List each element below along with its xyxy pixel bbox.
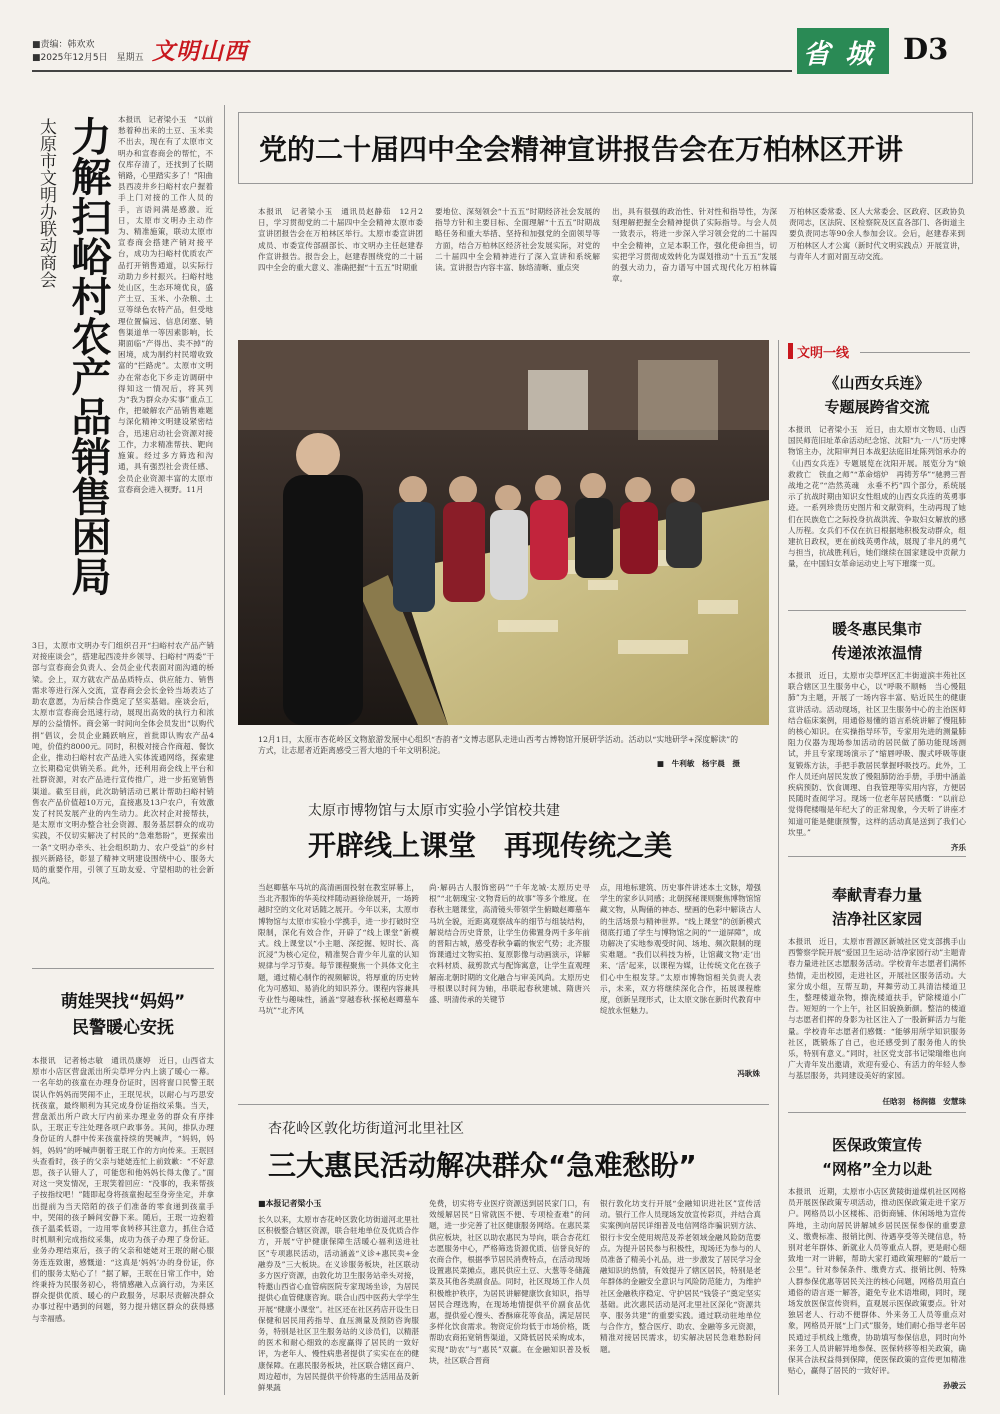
left-wide-body: 3日，太原市文明办专门组织召开“扫峪村农产品产销对接座谈会”，搭建起西凌井乡领导、扫峪村“两委”干部与宣春商会负责人、会员企业代表面对面沟通的桥梁。会上，双方就农产品品质特点、供应能力、销售需求等进行深入交流，宣春商会会长金铃当场表达了助农意愿，为后续合作奠定了坚实基础。座谈会后，太原市宣春商会迅速行动，展现出高效的执行力和浓厚的公益情怀。商会第一时间向全体会员发出“以购代捐”倡议，会员企业踊跃响应，首批即认购农产品4吨，价值约8000元。同时，积极对接合作商超、餐饮企业，推动扫峪村农产品进入实体流通网络，探索建立长期稳定供销关系。此外，还利用商会线上平台和社群资源，对农产品进行宣传推广，进一步拓宽销售渠道。截至目前，此次助销活动已累计帮助扫峪村销售农产品价值超10万元，直接惠及13户农户，有效激发了村民发展产业的内生动力。此次村企对接帮扶，是太原市文明办整合社会资源、服务基层群众的成功实践，不仅切实解决了村民的“急难愁盼”，更探索出一条“文明办牵头、社会组织助力、农户受益”的乡村振兴新路径，彰显了精神文明建设围绕中心、服务大局的重要作用，引领了互助友爱、守望相助的社会新风尚。 — [32, 641, 214, 886]
page-number: D3 — [903, 32, 949, 66]
story2-body: 本报讯 记者杨志敏 通讯员康婷 近日，山西省太原市小店区营盘派出所尖草坪分内上演了暖心一幕。一名年幼的孩童在办理身份证时，因将窗口民警王珉误认作妈妈而哭闹不止，王珉见状，以耐心与巧思安抚孩童，最终顺利为其完成身份证指纹采集。当天，营盘派出所户政大厅内前来办理业务的群众有序排队，王珉正专注处理各项户政事务。其间，排队办理身份证的人群中传来孩童持续的哭喊声，“妈妈，妈妈，妈妈”的呼喊声朝着王珉工作的方向传来。王珉回头查看时，孩子的父亲与姥姥连忙上前致歉：“不好意思，孩子认错人了，可能您和他妈妈长得太像了。”面对这一突发情况，王珉笑着回应：“没事的，我来帮孩子按指纹吧！”随即起身将孩童抱起至身旁坐定，并拿出提前为当天陪陌的孩子们准备的零食递到孩童手中，哭闹的孩子瞬间安静下来。随后，王珉一边抱着孩子温柔低语，一边用零食转移其注意力，抓住合适时机顺利完成指纹采集，成功为孩子办理了身份证。业务办理结束后，孩子的父亲和姥姥对王珉的耐心服务连连致谢，感慨道：“这真是‘妈妈’办的身份证，你们的服务太贴心了！”据了解，王珉在日常工作中，始终秉持为民服务初心，将情感融入点滴行动，为来区群众提供优质、暖心的户政服务，尽职尽责解决群众办事过程中遇到的问题，努力提升辖区群众的获得感与幸福感。 — [32, 1056, 214, 1323]
market-col-2: 免费，切实将专业医疗资源送到居民家门口，有效缓解居民“日常就医不便、专项检查难”的问题，进一步完善了社区健康服务网络。在惠民菜供应板块，社区以助农惠民为导向，联合杏花红志愿服务中心，严格筛选货源优质、信誉良好的农商合作，根据季节居民消费特点，在活动现场设置惠民菜摊点，惠民供应土豆、大葱等冬储蔬菜及其他各类副食品。同时，社区现场工作人员积极维护秩序，为居民讲解健康饮食知识，指导居民合理选购，在现场地情提供平价副食品优惠，提供爱心馒头、香酥麻花等食品，满足居民多样化饮食需求。物资定价均低于市场价格，既帮助农商拓宽销售渠道，又降低居民采购成本，实现“助农”与“惠民”双赢。在金融知识普及板块，社区联合晋商 — [429, 1199, 590, 1365]
civ-divider-3 — [788, 1112, 966, 1113]
column-flag — [797, 28, 889, 74]
museum-photo — [238, 340, 769, 725]
civ-divider-1 — [788, 610, 966, 611]
civ-s4-title-b: “网格”全力以赴 — [822, 1160, 932, 1178]
civ-s1-title-a: 《山西女兵连》 — [824, 374, 930, 392]
photo-caption: 12月1日，太原市杏花岭区文物旅游发展中心组织“杏韵者”文博志愿队走进山西考古博物馆开展研学活动。活动以“实地研学+深度解读”的方式，让志愿者近距离感受三晋大地的千年文明积淀。 — [258, 735, 738, 756]
lead-title: 党的二十届四中全会精神宣讲报告会在万柏林区开讲 — [259, 133, 904, 166]
museum-photo-illustration — [238, 340, 769, 725]
civ-divider-2 — [788, 856, 966, 857]
civ-s3-title-b: 洁净社区家园 — [831, 910, 922, 928]
civ-s1-body: 本报讯 记者梁小玉 近日，由太原市文物局、山西国民师范旧址革命活动纪念馆、沈阳“九·一八”历史博物馆主办，沈阳审判日本战犯法庭旧址陈列馆承办的《山西女兵连》专题展览在沈阳开展。展览分为“娘救救亡 铁血之师”“革命熔炉 再铸芳华”“驰骋三晋 战地之花”“浩然英魂 永垂不朽”四个部分，系统展示了抗战时期由知识女性组成的山西女兵连的英勇事迹。一系列珍贵历史图片和文献资料，生动再现了她们在民族危亡之际投身抗战洪流、争取妇女解放的感人历程。女兵们不仅在抗日根据地积极发动群众，组建抗日政权，更在前线英勇作战，展现了非凡的勇气与担当，抗战胜利后，她们继续在国家建设中贡献力量，在中国妇女革命运动史上写下璀璨一页。 — [788, 425, 974, 569]
lead-col-1: 本报讯 记者梁小玉 通讯员赵静茹 12月2日，学习贯彻党的二十届四中全会精神太原市委宣讲团报告会在万柏林区举行。太原市委宣讲团成员、市委宣传部副部长、市文明办主任赵建春作宣讲报告。报告会上，赵建春围绕党的二十届四中全会的重大意义、准确把握“十五五”时期重 — [258, 207, 423, 273]
civ-s3-body: 本报讯 近日，太原市晋源区新城社区党支部携手山西警察学院开展“爱国卫生运动·洁净家园行动”主题青春力量进社区志愿服务活动。学校青年志愿者们满怀热情，走出校园，走进社区，开展社区服务活动。大家分成小组，互帮互助，拜舞劳动工具清洁楼道卫生，整理楼道杂物，擦洗楼道扶手，铲除楼道小广告。短短的一个上午，社区旧貌换新颜。整洁的楼道与志愿者们挥的身影为社区注入了一股新鲜活力与能量。学校青年志愿者们感慨：“能够用所学知识服务社区，既锻炼了自己，也还感受到了服务他人的快乐，特别有意义。”同时，社区党支部书记梁瑞维也向广大青年发出邀请，欢迎有爱心、有活力的年轻人参与基层服务，共同建设美好的家园。 — [788, 937, 966, 1081]
header-rule — [32, 70, 792, 72]
left-narrow-body: 本报讯 记者梁小玉 “以前愁着种出来的土豆、玉米卖不出去，现在有了太原市文明办和宣春商会的帮忙，不仅库存清了，还找到了长期销路，心里踏实多了！”阳曲县西凌井乡扫峪村农户握着手上门对接的工作人员的手，言语间满是感激。近日，太原市文明办主动作为、精准施策，联动太原市宣春商会搭建产销对接平台，成功为扫峪村优质农产品打开销售通道，以实际行动助力乡村振兴。扫峪村地处山区，生态环境优良，盛产土豆、玉米、小杂粮、土豆等绿色农特产品，但受地理位置偏远、信息闭塞、销售渠道单一等因素影响，长期面临“产得出、卖不掉”的困境，成为制约村民增收致富的“拦路虎”。太原市文明办在常态化下乡走访调研中得知这一情况后，将其列为“我为群众办实事”重点工作，把破解农产品销售难题与深化精神文明建设紧密结合，迅速启动社会资源对接工作，力求精准帮扶、靶向施策。经过多方筛选和沟通，具有强烈社会责任感、会员企业资源丰富的太原市宣春商会进入视野。11月 — [118, 115, 214, 494]
market-kicker: 杏花岭区敦化坊街道河北里社区 — [268, 1121, 464, 1137]
lead-title-box — [238, 112, 973, 184]
left-column-rule — [224, 105, 225, 1395]
civ-s1-title-b: 专题展跨省交流 — [824, 398, 930, 416]
civ-s2-body: 本报讯 近日，太原市尖草坪区汇丰街道滨丰苑社区联合辖区卫生服务中心，以“呼吸不顺畅 当心慢阻肺”为主题，开展了一场内容丰富、贴近民生的健康宣讲活动。活动现场，社区卫生服务中心的主治医师结合临床案例，用通俗易懂的语言系统讲解了慢阻肺的核心知识。在实操指导环节，专家用先进的测量肺阻力仪器为现场参加活动的居民做了肺功能现场测试，并且专家现场演示了“缩唇呼吸、腹式呼吸等康复锻炼方法，手把手教居民掌握呼吸技巧。此外，工作人员还向居民发放了慢阻肺防治手册，手册中涵盖疾病预防、饮食调理、自我管理等实用内容，方便居民随时查阅学习。现场一位老年居民感慨：“以前总觉得爬楼喘是年纪大了的正常现象，今天听了讲座才知道可能是健康预警，这样的活动真是送到了我们心坎里。” — [788, 671, 966, 837]
lead-col-3: 出，具有很强的政治性、针对性和指导性，为深刻理解把握全会精神提供了实际指导。与会人员一致表示，将进一步深入学习领会党的二十届四中全会精神，立足本职工作，强化使命担当，切实把学习贯彻成效转化为谋划推动“十五五”发展的强大动力，奋力谱写中国式现代化万柏林篇章。 — [612, 207, 777, 284]
civ-s3-title-a: 奉献青春力量 — [831, 886, 922, 904]
civ-s4-credit: 孙骏云 — [943, 1381, 966, 1390]
lead-col-2: 要地位、深刻领会“十五五”时期经济社会发展的指导方针和主要目标、全面理解“十五五”时期战略任务和重大举措、坚持和加强党的全面领导等方面，结合万柏林区经济社会发展实际，对党的二十届四中全会精神进行了深入宣讲和系统解读。宣讲报告内容丰富、脉络清晰、重点突 — [435, 207, 600, 273]
story2-title-a: 萌娃哭找“妈妈” — [60, 992, 186, 1012]
editor-line: ■责编：韩欢欢 — [32, 40, 95, 50]
museum-col-3: 点，用地标建筑、历史事件讲述本土文脉，增强学生的家乡认同感；北朝探秘课则聚焦博物馆馆藏文物，从陶俑的神态、壁画的色彩中解读古人的生活场景与精神世界。“线上课堂”的创新模式彻底打通了学生与博物馆之间的“一道屏障”，成功解决了实地参观受时间、场地、频次限制的现实难题。“我们以科技为桥，让馆藏文物‘走’出来、‘活’起来，以课程为媒，让传统文化在孩子们心中生根发芽。”太原市博物馆相关负责人表示，未来，双方将继续深化合作，拓展课程维度，创新呈现形式，让太原文脉在新时代教育中绽放永恒魅力。 — [600, 883, 761, 1016]
section-name: 文明山西 — [152, 38, 248, 65]
civ-s4-title-a: 医保政策宣传 — [831, 1136, 922, 1154]
civ-s2-title-a: 暖冬惠民集市 — [831, 620, 922, 638]
market-col-1: 长久以来，太原市杏花岭区敦化坊街道河北里社区积极整合辖区资源，联合驻地单位及优质合作方，开展“守护健康保障生活暖心福利送进社区”专项惠民活动，活动涵盖“义诊+惠民卖+金融券及”三大板块。在义诊服务板块，社区联动多方医疗资源，由敦化坊卫生服务站牵头对接，特邀山西省心血管病医院专家现场坐诊，为居民提供心血管健康咨询。联合山西中医药大学学生开展“健康小课堂”。社区还在社区药店开设生日保健和居民用药指导、血压测量及预防咨询服务，特别是社区卫生服务站的义诊员们，以精湛的医术和耐心细致的态度赢得了居民的一致好评，为老年人、慢性病患者提供了实实在在的健康保障。在惠民服务板块，社区联合辖区商户、周边超市，为居民提供平价特惠的生活用品及新鲜果蔬 — [258, 1215, 419, 1393]
market-col-3: 银行敦化坊支行开展“金融知识进社区”宣传活动。银行工作人员现场发放宣传彩页，并结合真实案例向居民详细普及电信网络诈骗识别方法、银行卡安全使用规范及养老领域金融风险防范要点。为提升居民参与积极性，现场还为参与的人员准备了精美小礼品，进一步激发了居民学习金融知识的热情，有效提升了辖区居民，特别是老年群体的金融安全意识与风险防范能力，为维护社区金融秩序稳定、守护居民“钱袋子”奠定坚实基础。此次惠民活动是河北里社区深化“资源共享、服务共建”的重要实践。通过联动驻地单位与合作方，整合医疗、助农、金融等多元资源，精准对接居民需求，切实解决居民急难愁盼问题。 — [600, 1199, 761, 1354]
civ-s2-title-b: 传递浓浓温情 — [831, 644, 922, 662]
column-flag-a: 省 — [803, 39, 830, 70]
lead-col-4: 万柏林区委常委、区人大常委会、区政府、区政协负责同志，区法院、区检察院及区直各部门、各街道主要负责同志等90余人参加会议。会后，赵建春来到万柏林区人才公寓（新时代文明实践点）开展宣讲，与青年人才面对面互动交流。 — [789, 207, 965, 261]
civ-label: 文明一线 — [797, 346, 850, 361]
civ-label-rule — [860, 352, 970, 353]
left-title: 力解扫峪村农产品销售困局 — [65, 116, 111, 596]
story2-title-b: 民警暖心安抚 — [72, 1018, 174, 1038]
civ-s4-body: 本报讯 近期，太原市小店区黄陵街道煤机社区网格员开展医保政策专项活动，推动医保政策走进千家万户。网格员以小区楼栋、沿街商铺、休闲场地为宣传阵地，主动向居民讲解城乡居民医保参保的重要意义、缴费标准、报销比例、待遇享受等关键信息，特别对老年群体、新就业人员等重点人群，更是耐心细致地一对一讲解，帮助大家打通政策理解的“最后一公里”。针对参保条件、缴费方式、报销比例、特殊人群参保优惠等居民关注的核心问题，网格员用直白通俗的语言逐一解答，避免专业术语堆砌，同时，现场发放医保宣传资料，直观展示医保政策要点。针对独居老人、行动不便群体、外来务工人员等重点对象，网格员开展“上门式”服务，她们耐心指导老年居民通过手机线上缴费，协助填写参保信息，同时向外来务工人员讲解异地参保、医保转移等相关政策，确保其合法权益得到保障，使医保政策的宣传更加精准贴心，赢得了居民的一致好评。 — [788, 1187, 966, 1376]
column-flag-b: 城 — [845, 39, 872, 70]
civ-s2-credit: 齐乐 — [950, 843, 966, 852]
market-byline: ■本报记者梁小玉 — [258, 1199, 322, 1208]
left-divider — [32, 968, 214, 969]
right-column-rule — [778, 340, 779, 1395]
museum-divider — [238, 1104, 769, 1105]
left-kicker: 太原市文明办联动商会 — [36, 118, 56, 288]
museum-kicker: 太原市博物馆与太原市实验小学馆校共建 — [308, 803, 560, 819]
photo-credit: ■ 牛利敏 杨宇晨 摄 — [656, 759, 740, 768]
museum-credit: 冯耿姝 — [737, 1069, 760, 1078]
civ-label-bar — [788, 343, 793, 359]
civ-s3-credit: 任晗羽 杨润德 安慧珠 — [882, 1097, 966, 1106]
museum-col-1: 当赵卿墓车马坑的高清画面投射在教室屏幕上，当北齐服饰的华美纹样随动画徐徐展开，一场跨越时空的文化对话随之展开。今年以来，太原市博物馆与太原市实验小学携手，进一步打破时空限制，深化有效合作，开辟了“线上课堂”新模式。线上课堂以“小主题、深挖掘、短时长、高沉浸”为核心定位，精准契合青少年儿童的认知规律与学习节奏。每节课程聚焦一个具体文化主题，通过精心制作的视频解说，将厚重的历史转化为可感知、易消化的知识养分。课程内容兼具专业性与趣味性，涵盖“穿越春秋·探秘赵卿墓车马坑”“北齐风 — [258, 883, 419, 1016]
date-line: ■2025年12月5日 星期五 — [32, 53, 144, 63]
museum-col-2: 尚·解码古人服饰密码”“千年龙城·太原历史寻根”“北朝瑰宝·文物背后的故事”等多个维度。在春秋主题课堂，高清镜头带领学生俯瞰赵卿墓车马坑全貌，近距离观察战车的细节与组装结构，解说结合历史背景，让学生仿佛置身两千多年前的晋阳古城，感受春秋争霸的恢宏气势；北齐服饰课通过文物实拍、复原影像与动画演示，详解衣料材质、裁剪款式与配饰寓意，让学生直观理解南北朝时期的文化融合与审美风尚。太原历史寻根课以时间为轴，串联起春秋建城、隋唐兴盛、明清传承的关键节 — [429, 883, 590, 1005]
market-title: 三大惠民活动解决群众“急难愁盼” — [268, 1149, 697, 1182]
museum-title: 开辟线上课堂 再现传统之美 — [308, 829, 673, 862]
